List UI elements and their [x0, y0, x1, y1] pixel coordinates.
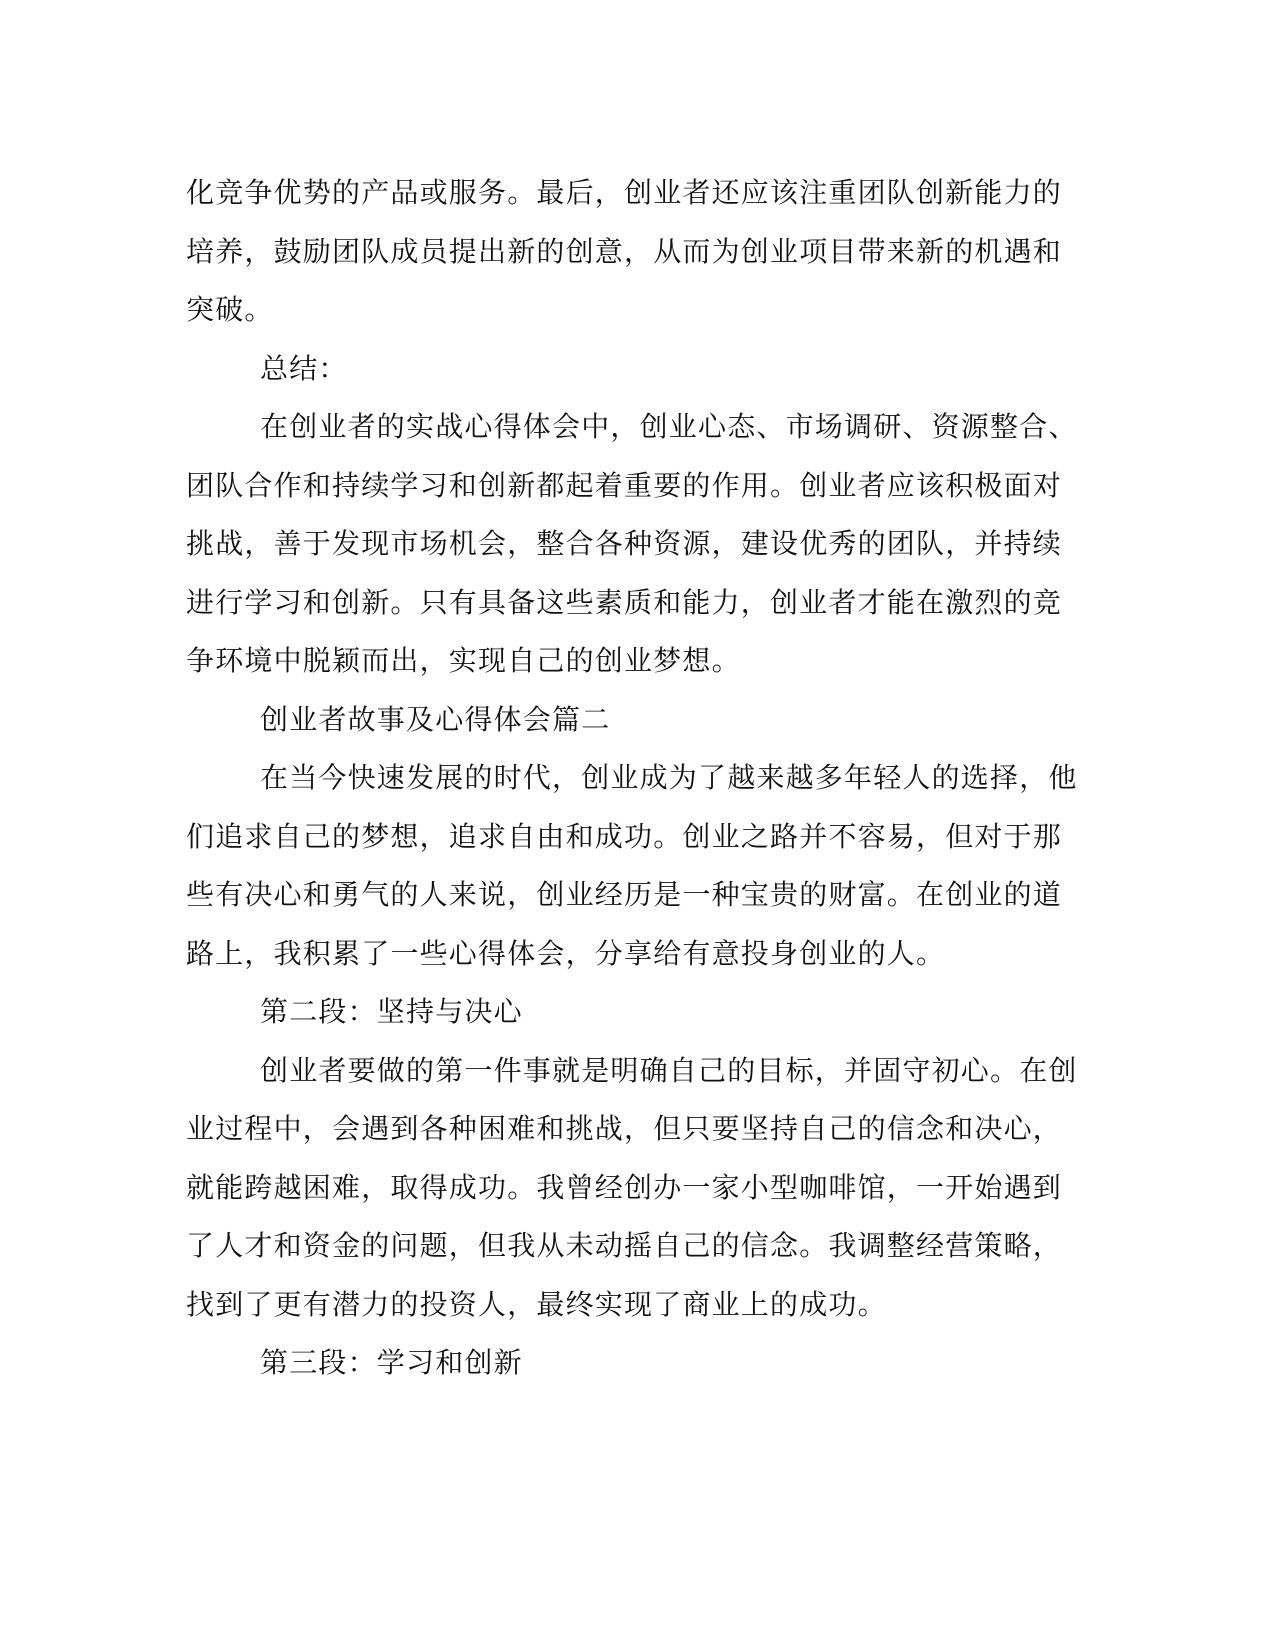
text-line: 挑战，善于发现市场机会，整合各种资源，建设优秀的团队，并持续: [186, 527, 1063, 560]
text-line: 们追求自己的梦想，追求自由和成功。创业之路并不容易，但对于那: [186, 819, 1063, 853]
text-line: 路上，我积累了一些心得体会，分享给有意投身创业的人。: [186, 936, 946, 970]
text-line: 业过程中，会遇到各种困难和挑战，但只要坚持自己的信念和决心，: [186, 1112, 1063, 1145]
heading-text: 第二段：坚持与决心: [260, 995, 523, 1028]
paragraph: [186, 164, 1066, 340]
section-heading-part-two: [186, 691, 1066, 750]
text-line: 在创业者的实战心得体会中，创业心态、市场调研、资源整合、: [260, 410, 1078, 443]
section-heading-second: [186, 983, 1066, 1042]
paragraph: [186, 749, 1078, 983]
text-line: 化竞争优势的产品或服务。最后，创业者还应该注重团队创新能力的: [186, 176, 1063, 209]
paragraph: [186, 398, 1078, 691]
text-line: 找到了更有潜力的投资人，最终实现了商业上的成功。: [186, 1287, 887, 1321]
text-line: 培养，鼓励团队成员提出新的创意，从而为创业项目带来新的机遇和: [186, 234, 1063, 268]
text-line: 些有决心和勇气的人来说，创业经历是一种宝贵的财富。在创业的道: [186, 878, 1063, 911]
text-line: 团队合作和持续学习和创新都起着重要的作用。创业者应该积极面对: [186, 468, 1063, 502]
document-body: [186, 164, 1078, 1393]
text-line: 创业者要做的第一件事就是明确自己的目标，并固守初心。在创: [260, 1053, 1078, 1087]
paragraph: [186, 1042, 1078, 1335]
text-line: 进行学习和创新。只有具备这些素质和能力，创业者才能在激烈的竞: [186, 585, 1063, 619]
text-line: 就能跨越困难，取得成功。我曾经创办一家小型咖啡馆，一开始遇到: [186, 1170, 1063, 1204]
text-line: 争环境中脱颖而出，实现自己的创业梦想。: [186, 644, 741, 677]
text-line: 在当今快速发展的时代，创业成为了越来越多年轻人的选择，他: [260, 761, 1078, 794]
heading-text: 总结：: [260, 351, 348, 385]
section-heading-summary: [186, 340, 1066, 399]
text-line: 突破。: [186, 293, 274, 326]
heading-text: 创业者故事及心得体会篇二: [260, 702, 611, 736]
section-heading-third: [186, 1334, 1066, 1393]
text-line: 了人才和资金的问题，但我从未动摇自己的信念。我调整经营策略，: [186, 1229, 1063, 1262]
heading-text: 第三段：学习和创新: [260, 1346, 523, 1379]
